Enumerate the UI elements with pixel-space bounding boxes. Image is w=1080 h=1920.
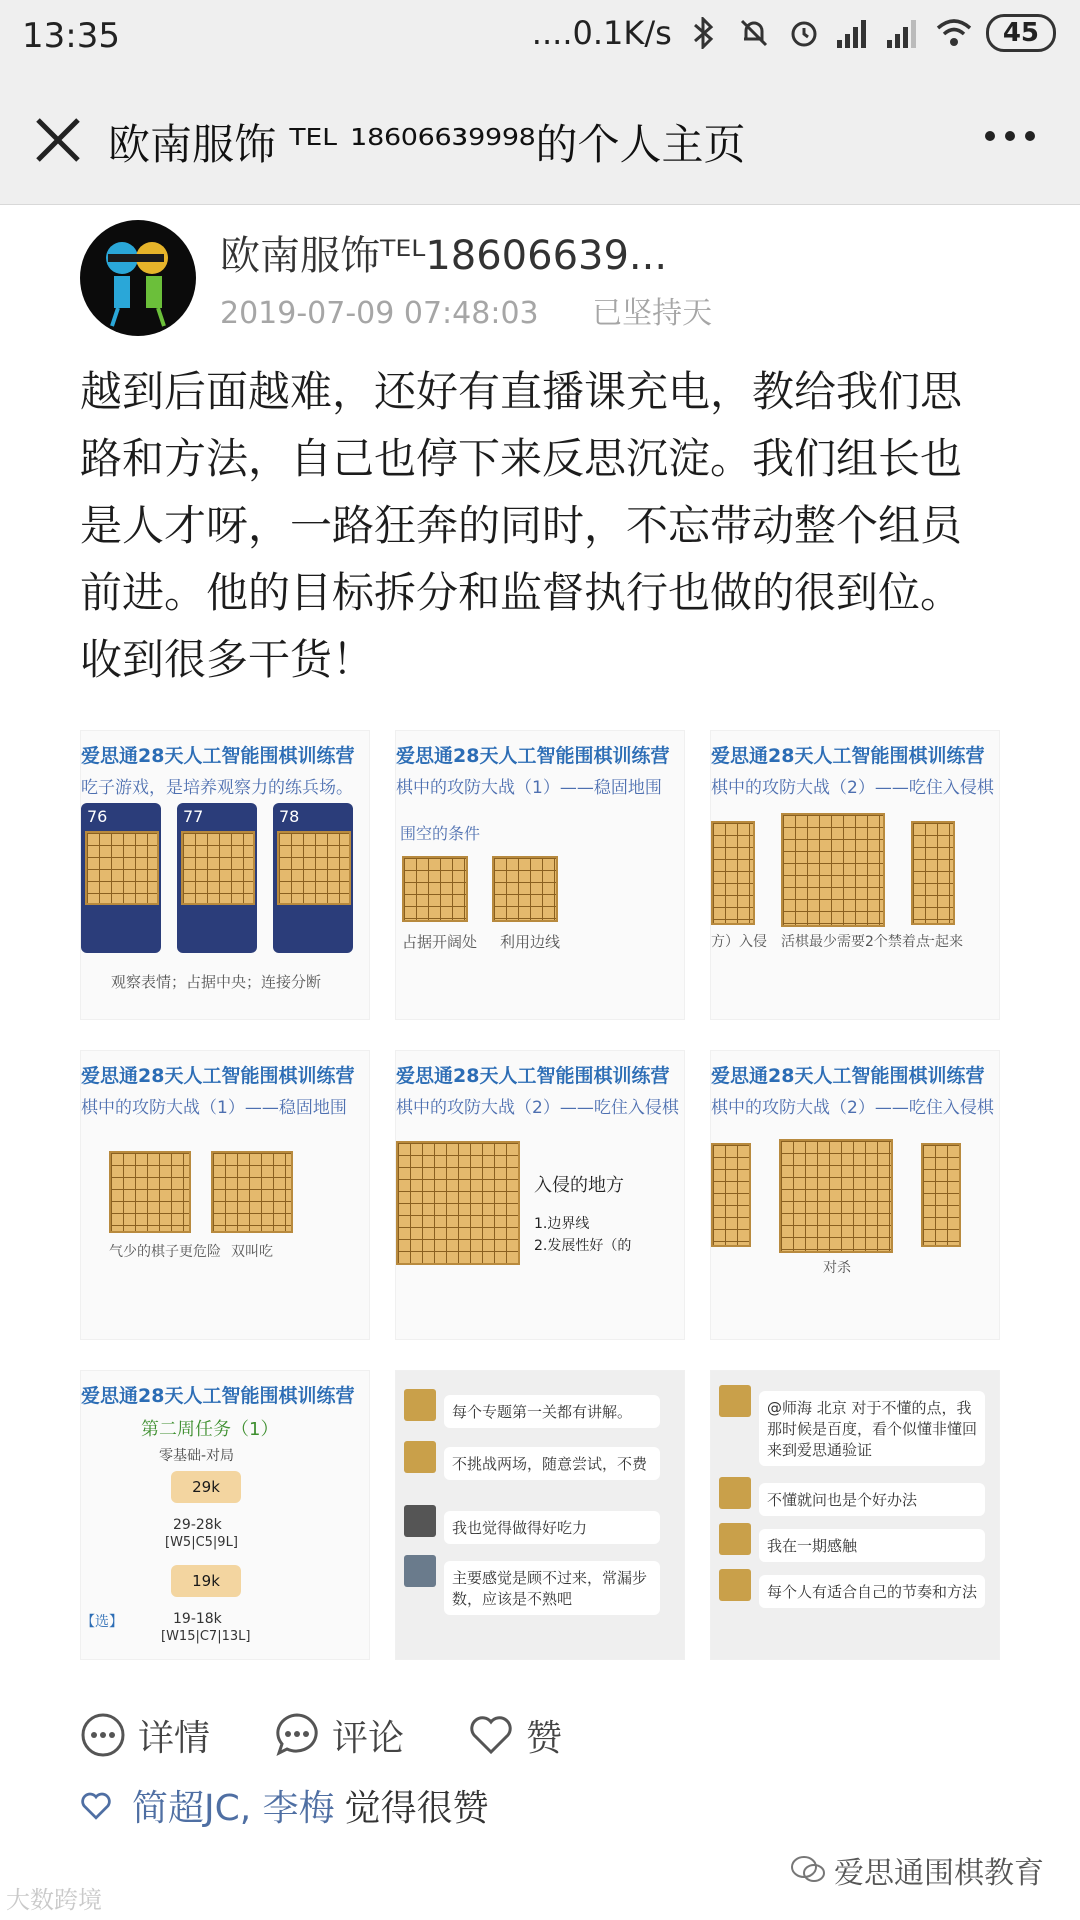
liker-names[interactable]: 简超JC, 李梅 [132,1788,335,1829]
net-speed: ....0.1K/s [531,14,672,52]
battery-indicator: 45 [986,14,1056,52]
close-icon[interactable] [30,112,86,168]
tile-subheading: 棋中的攻防大战（1）——稳固地围 [81,1098,347,1118]
like-label: 赞 [526,1717,563,1759]
rank-badge: 29k [171,1471,241,1503]
post-author[interactable]: 欧南服饰ᵀᴱᴸ18606639... [220,233,668,279]
go-board [911,821,955,925]
detail-label: 详情 [138,1717,211,1759]
go-board [711,1143,751,1247]
chat-avatar [719,1569,751,1601]
watermark-left: 大数跨境 [6,1886,102,1914]
signal-icon-2 [886,15,922,51]
tile-heading: 爱思通28天人工智能围棋训练营 [81,745,355,767]
image-tile[interactable] [710,730,1000,1020]
tile-caption-a: 气少的棋子更危险 [109,1244,221,1260]
image-tile[interactable] [395,1370,685,1660]
chat-bubble: 我也觉得做得好吃力 [444,1511,660,1544]
go-board [211,1151,293,1233]
go-board [181,831,255,905]
chat-avatar [719,1477,751,1509]
post-timestamp: 2019-07-09 07:48:03 [220,296,539,331]
chat-bubble: 不挑战两场，随意尝试，不费 [444,1447,660,1480]
comment-label: 评论 [332,1717,405,1759]
chat-bubble: 每个人有适合自己的节奏和方法 [759,1575,985,1608]
image-tile[interactable] [80,1050,370,1340]
tile-subheading: 棋中的攻防大战（1）——稳固地围 [396,778,662,798]
tile-caption-c: 一起来 [921,934,963,950]
rank-record: [W5|C5|9L] [165,1535,238,1550]
status-bar [0,0,1080,76]
bluetooth-icon [686,15,722,51]
note-line: 1.边界线 [534,1216,590,1232]
tile-subheading: 棋中的攻防大战（2）——吃住入侵棋 [711,778,994,798]
signal-icon [836,15,872,51]
chat-avatar [719,1385,751,1417]
wechat-icon [790,1855,826,1885]
tile-caption: 观察表情；占据中央；连接分断 [111,973,322,991]
chat-avatar [404,1441,436,1473]
title-bar [0,76,1080,205]
watermark-right-text: 爱思通围棋教育 [834,1856,1044,1891]
watermark-right [790,1848,1044,1892]
go-board [921,1143,961,1247]
tile-number: 78 [279,807,300,826]
wifi-icon [936,15,972,51]
tile-subheading: 第二周任务（1） [141,1419,279,1440]
heart-icon [468,1714,514,1756]
rank-record: [W15|C7|13L] [161,1629,251,1644]
chat-bubble: 每个专题第一关都有讲解。 [444,1395,660,1428]
go-board [109,1151,191,1233]
tile-number: 76 [87,807,108,826]
more-circle-icon [80,1712,126,1758]
tile-heading: 爱思通28天人工智能围棋训练营 [81,1385,355,1407]
image-tile[interactable] [395,1050,685,1340]
note-title: 入侵的地方 [534,1175,624,1196]
tile-subheading: 吃子游戏，是培养观察力的练兵场。 [81,778,353,798]
post-streak: 已坚持天 [592,296,713,331]
tile-number: 77 [183,807,204,826]
chat-bubble: 我在一期感触 [759,1529,985,1562]
tile-heading: 爱思通28天人工智能围棋训练营 [711,745,985,767]
page-title: 欧南服饰 ᵀᴱᴸ ¹⁸⁶⁰⁶⁶³⁹⁹⁹⁸的个人主页 [108,120,746,169]
tile-caption-b: 活棋最少需要2个禁着点 [781,934,930,950]
chat-avatar [404,1389,436,1421]
alarm-icon [786,15,822,51]
tile-caption-b: 利用边线 [500,933,561,951]
chat-bubble: @师海 北京 对于不懂的点，我那时候是百度，看个似懂非懂回来到爱思通验证 [759,1391,985,1466]
rank-range: 19-18k [173,1611,222,1627]
chat-avatar [404,1555,436,1587]
detail-button[interactable] [80,1710,210,1761]
tile-subheading: 棋中的攻防大战（2）——吃住入侵棋 [711,1098,994,1118]
tile-label: 围空的条件 [400,824,481,843]
post-text: 越到后面越难，还好有直播课充电，教给我们思路和方法，自己也停下来反思沉淀。我们组长也是人才呀，一路狂奔的同时，不忘带动整个组员前进。他的目标拆分和监督执行也做的很到位。收到很多干货！ [80,367,963,684]
status-time: 13:35 [22,16,120,56]
rank-range: 29-28k [173,1517,222,1533]
image-tile[interactable] [710,1050,1000,1340]
avatar[interactable] [80,220,196,336]
tile-heading: 爱思通28天人工智能围棋训练营 [81,1065,355,1087]
go-board [779,1139,893,1253]
rank-badge: 19k [171,1565,241,1597]
chat-bubble: 主要感觉是顾不过来，常漏步数，应该是不熟吧 [444,1561,660,1615]
mute-icon [736,15,772,51]
image-tile[interactable] [395,730,685,1020]
go-board [781,813,885,927]
heart-icon [80,1791,112,1821]
likes-row [80,1780,489,1831]
select-tag: 【选】 [81,1614,123,1630]
go-board [396,1141,520,1265]
go-board [85,831,159,905]
go-board [492,856,558,922]
tile-caption-a: 占据开阔处 [402,933,478,951]
go-board [711,821,755,925]
action-bar [80,1705,626,1765]
like-button[interactable] [468,1710,562,1761]
likes-suffix: 觉得很赞 [344,1788,489,1829]
status-icons [532,14,1056,52]
tile-subheading: 棋中的攻防大战（2）——吃住入侵棋 [396,1098,679,1118]
more-options-icon[interactable] [980,116,1040,156]
image-grid [80,730,1000,1660]
comment-button[interactable] [274,1710,404,1761]
tile-caption-a: 方）入侵 [711,934,767,950]
tile-caption: 对杀 [823,1260,851,1276]
tile-heading: 爱思通28天人工智能围棋训练营 [396,745,670,767]
tile-heading: 爱思通28天人工智能围棋训练营 [711,1065,985,1087]
note-line: 2.发展性好（的 [534,1238,632,1254]
go-board [402,856,468,922]
post-meta [220,288,712,332]
chat-bubble: 不懂就问也是个好办法 [759,1483,985,1516]
go-board [277,831,351,905]
image-tile[interactable] [710,1370,1000,1660]
stage-label: 零基础-对局 [159,1448,235,1464]
chat-avatar [404,1505,436,1537]
image-tile[interactable] [80,730,370,1020]
chat-avatar [719,1523,751,1555]
tile-caption-b: 双叫吃 [231,1244,273,1260]
image-tile[interactable] [80,1370,370,1660]
comment-icon [274,1712,320,1758]
tile-heading: 爱思通28天人工智能围棋训练营 [396,1065,670,1087]
